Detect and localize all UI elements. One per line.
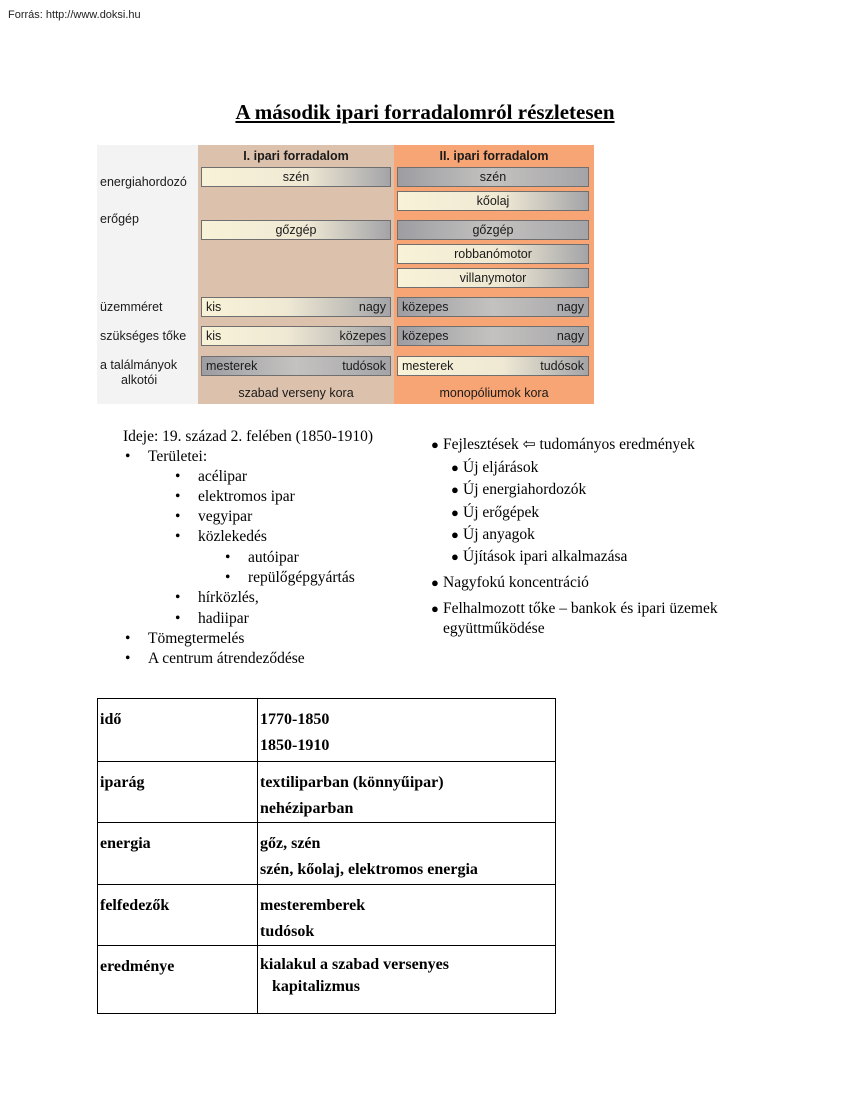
list-item: ● Felhalmozott tőke – bankok és ipari üzemek bbox=[431, 600, 718, 617]
table-key: energia bbox=[98, 823, 258, 885]
col1-footer: szabad verseny kora bbox=[238, 386, 354, 400]
table-key: iparág bbox=[98, 762, 258, 823]
col2-creators-right: tudósok bbox=[540, 359, 584, 373]
col1-capital-left: kis bbox=[206, 329, 222, 343]
row-label-engine: erőgép bbox=[100, 212, 139, 226]
list-item: ● Újítások ipari alkalmazása bbox=[451, 548, 628, 565]
col2-size-right: nagy bbox=[556, 300, 584, 314]
list-item: ● Új anyagok bbox=[451, 526, 535, 543]
col2-engine-bar-3: villanymotor bbox=[397, 268, 589, 288]
list-item: • autóipar bbox=[225, 549, 299, 566]
col1-creators-bar bbox=[201, 356, 391, 376]
table-row bbox=[98, 762, 556, 823]
col2-creators-bar bbox=[397, 356, 589, 376]
table-value: 1770-1850 1850-1910 bbox=[258, 699, 556, 762]
col2-engine-bar-1: gőzgép bbox=[397, 220, 589, 240]
row-label-creators-2: alkotói bbox=[121, 373, 158, 387]
table-value: gőz, szén szén, kőolaj, elektromos energia bbox=[258, 823, 556, 885]
list-item: • acélipar bbox=[175, 468, 248, 485]
col1-size-bar bbox=[201, 297, 391, 317]
table-value: textiliparban (könnyűipar) nehéziparban bbox=[258, 762, 556, 823]
col2-capital-left: közepes bbox=[402, 329, 449, 343]
list-item: • hírközlés, bbox=[175, 589, 259, 606]
list-item-continuation: együttműködése bbox=[443, 620, 545, 637]
table-row bbox=[98, 823, 556, 885]
col2-creators-left: mesterek bbox=[402, 359, 454, 373]
col2-capital-bar bbox=[397, 326, 589, 346]
list-item: ● Új eljárások bbox=[451, 459, 539, 476]
list-item: • elektromos ipar bbox=[175, 488, 295, 505]
table-key: idő bbox=[98, 699, 258, 762]
summary-table bbox=[97, 698, 556, 1014]
list-item: • hadiipar bbox=[175, 610, 249, 627]
list-item: • közlekedés bbox=[175, 528, 267, 545]
list-item: • Tömegtermelés bbox=[125, 630, 245, 647]
row-label-size: üzemméret bbox=[100, 300, 163, 314]
row-label-creators: a találmányok bbox=[100, 358, 178, 372]
col2-energy-bar-1: szén bbox=[397, 167, 589, 187]
list-item: ● Új erőgépek bbox=[451, 504, 540, 521]
list-item: ● Fejlesztések ⇦ tudományos eredmények bbox=[431, 436, 695, 453]
list-item: • repülőgépgyártás bbox=[225, 569, 355, 586]
time-line: Ideje: 19. század 2. felében (1850-1910) bbox=[123, 428, 374, 445]
col2-energy-bar-2: kőolaj bbox=[397, 191, 589, 211]
table-key: eredménye bbox=[98, 946, 258, 1014]
list-item: • A centrum átrendeződése bbox=[125, 650, 305, 667]
table-value: kialakul a szabad versenyes kapitalizmus bbox=[258, 946, 556, 1014]
col2-engine-bar-2: robbanómotor bbox=[397, 244, 589, 264]
list-item: • vegyipar bbox=[175, 508, 253, 525]
row-label-energy: energiahordozó bbox=[100, 175, 187, 189]
col2-size-left: közepes bbox=[402, 300, 449, 314]
col2-size-bar bbox=[397, 297, 589, 317]
col1-capital-bar bbox=[201, 326, 391, 346]
table-row bbox=[98, 885, 556, 946]
list-item: • Területei: bbox=[125, 448, 208, 465]
col1-energy-bar: szén bbox=[201, 167, 391, 187]
source-note: Forrás: http://www.doksi.hu bbox=[8, 9, 141, 21]
col1-engine-bar: gőzgép bbox=[201, 220, 391, 240]
col2-footer: monopóliumok kora bbox=[439, 386, 549, 400]
col1-capital-right: közepes bbox=[339, 329, 386, 343]
row-label-capital: szükséges tőke bbox=[100, 329, 187, 343]
table-key: felfedezők bbox=[98, 885, 258, 946]
comparison-diagram bbox=[97, 145, 594, 404]
col2-header: II. ipari forradalom bbox=[439, 149, 549, 163]
col1-size-right: nagy bbox=[358, 300, 386, 314]
table-value: mesteremberek tudósok bbox=[258, 885, 556, 946]
col1-creators-left: mesterek bbox=[206, 359, 258, 373]
list-item: ● Nagyfokú koncentráció bbox=[431, 574, 589, 591]
table-row bbox=[98, 946, 556, 1014]
page-title: A második ipari forradalomról részletesen bbox=[235, 100, 615, 124]
col1-header: I. ipari forradalom bbox=[243, 149, 349, 163]
col1-size-left: kis bbox=[206, 300, 222, 314]
col2-capital-right: nagy bbox=[556, 329, 584, 343]
list-item: ● Új energiahordozók bbox=[451, 481, 587, 498]
table-row bbox=[98, 699, 556, 762]
col1-creators-right: tudósok bbox=[342, 359, 386, 373]
